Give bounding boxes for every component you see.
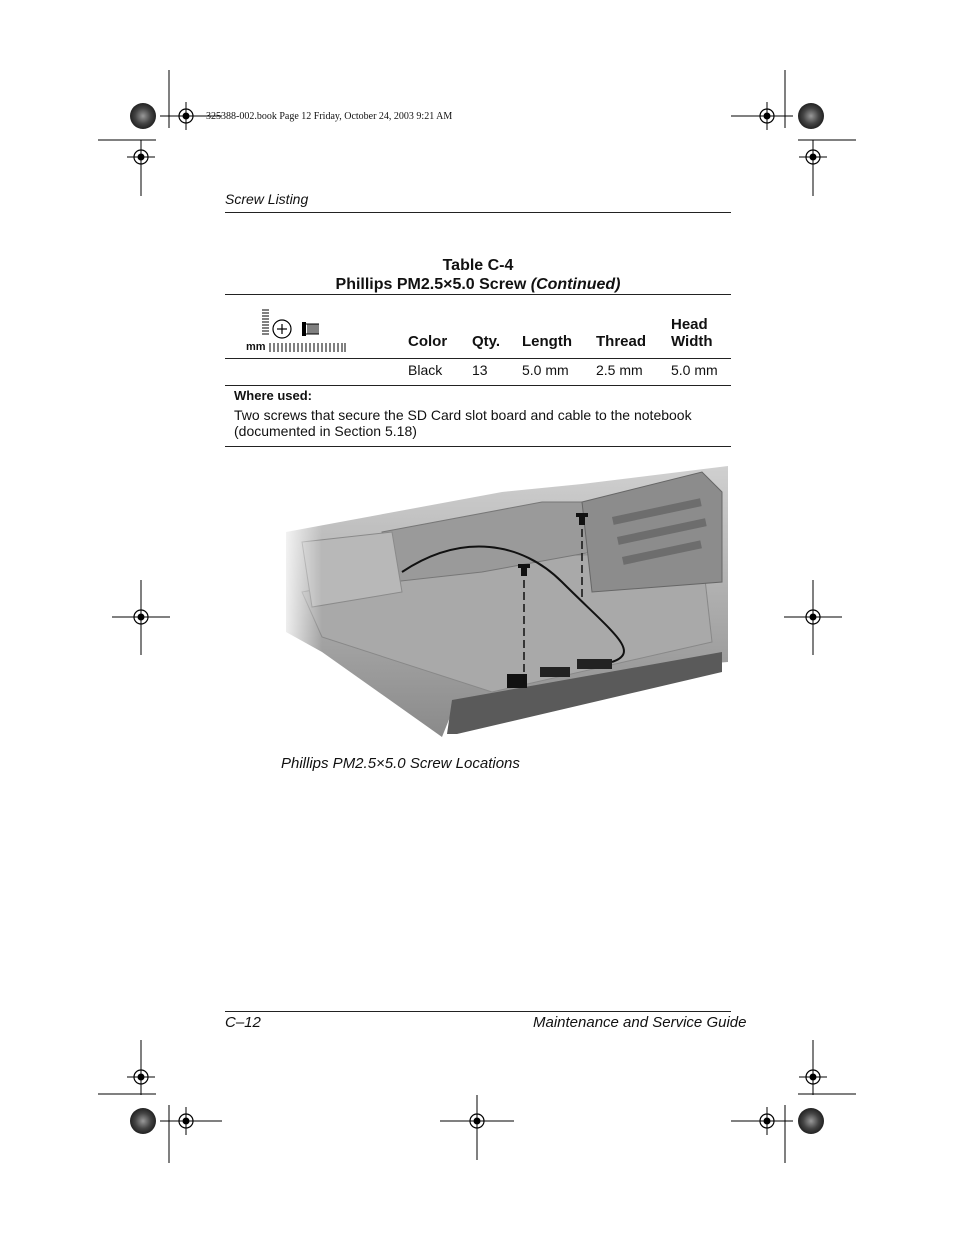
footer-rule <box>225 1011 731 1012</box>
notebook-illustration <box>282 462 728 740</box>
footer-page-number: C–12 <box>225 1014 261 1031</box>
cell-head-width: 5.0 mm <box>671 362 718 378</box>
table-bottom-rule <box>225 446 731 447</box>
where-used-text: Two screws that secure the SD Card slot board and cable to the notebook (documented in Section 5.18) <box>234 407 692 439</box>
footer-guide-title: Maintenance and Service Guide <box>533 1014 747 1031</box>
row-rule <box>225 385 731 386</box>
cell-thread: 2.5 mm <box>596 362 643 378</box>
cell-color: Black <box>408 362 443 378</box>
figure-caption: Phillips PM2.5×5.0 Screw Locations <box>281 755 520 772</box>
col-header-color: Color <box>408 333 448 350</box>
col-header-thread: Thread <box>596 333 647 350</box>
table-subtitle: Phillips PM2.5×5.0 Screw (Continued) <box>335 276 621 293</box>
table-top-rule <box>225 294 731 295</box>
table-title <box>225 256 731 294</box>
table-number: Table C-4 <box>442 257 514 274</box>
cell-qty: 13 <box>472 362 488 378</box>
running-head: Screw Listing <box>225 191 309 207</box>
where-used-label: Where used: <box>234 388 313 403</box>
col-header-qty: Qty. <box>472 333 501 350</box>
header-rule <box>225 212 731 213</box>
printer-slug: 325388-002.book Page 12 Friday, October 24, 2003 9:21 AM <box>206 111 453 122</box>
col-header-length: Length <box>522 333 572 350</box>
header-row-rule <box>225 358 731 359</box>
col-header-head-width: Head Width <box>671 316 713 350</box>
ruler-unit-label: mm <box>246 341 266 353</box>
cell-length: 5.0 mm <box>522 362 569 378</box>
